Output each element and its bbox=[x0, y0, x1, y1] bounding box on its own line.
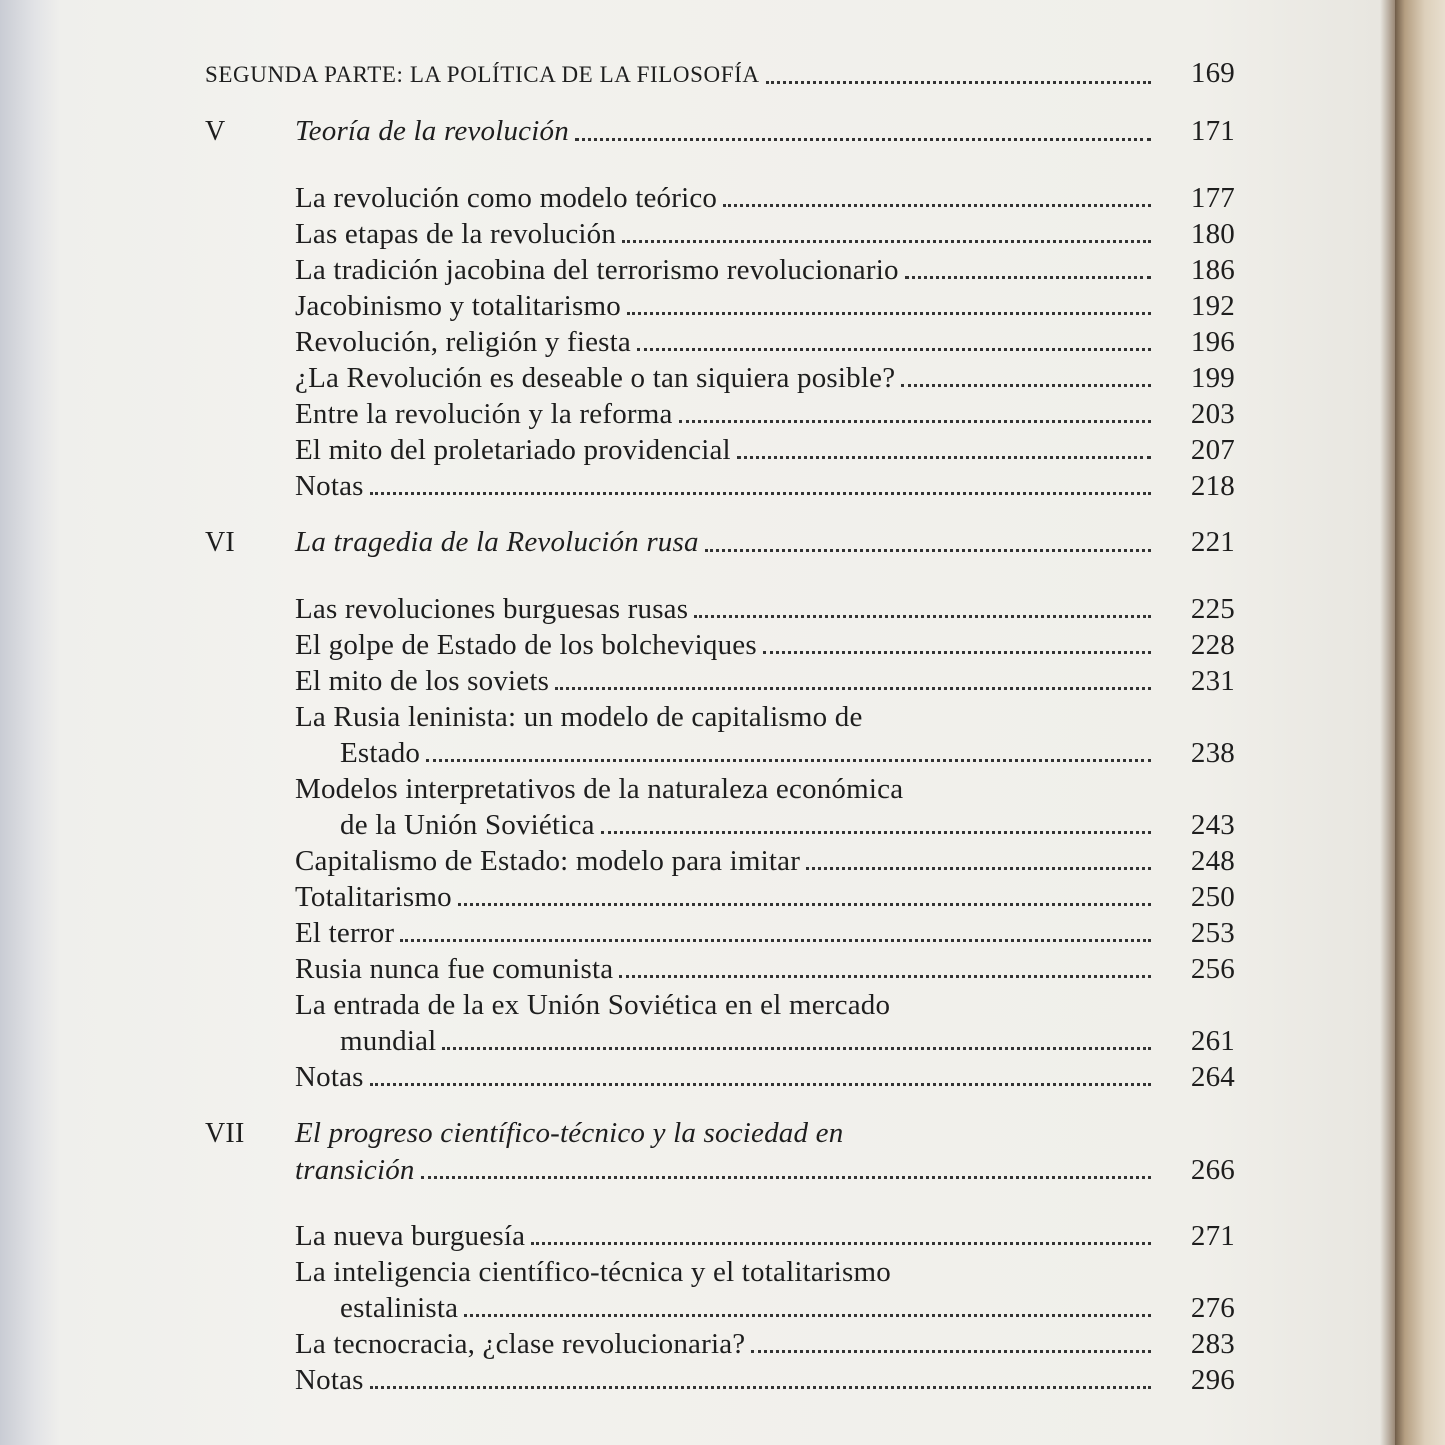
toc-entry bbox=[205, 324, 1235, 360]
dot-leader bbox=[370, 492, 1151, 495]
page-number: 221 bbox=[1190, 526, 1235, 558]
entry-text: Jacobinismo y totalitarismo bbox=[295, 290, 621, 322]
dot-leader bbox=[442, 1047, 1151, 1050]
entry-text: La tecnocracia, ¿clase revolucionaria? bbox=[295, 1328, 746, 1360]
page-number: 264 bbox=[1190, 1061, 1235, 1093]
toc-entry bbox=[205, 180, 1235, 216]
entry-text: Rusia nunca fue comunista bbox=[295, 953, 614, 985]
toc-entry bbox=[205, 288, 1235, 324]
page-number: 180 bbox=[1190, 218, 1235, 250]
toc-line bbox=[205, 879, 1235, 915]
dot-leader bbox=[601, 831, 1151, 834]
sections bbox=[205, 113, 1235, 1398]
toc-line bbox=[205, 288, 1235, 324]
toc-entry bbox=[205, 699, 1235, 771]
page-number: 243 bbox=[1190, 809, 1235, 841]
toc-entry bbox=[205, 663, 1235, 699]
toc-line bbox=[205, 915, 1235, 951]
page-number: 271 bbox=[1190, 1220, 1235, 1252]
chapter-entries bbox=[205, 180, 1235, 504]
page-number: 276 bbox=[1190, 1292, 1235, 1324]
toc-line bbox=[205, 1254, 1235, 1290]
toc-entry bbox=[205, 879, 1235, 915]
dot-leader bbox=[531, 1242, 1151, 1245]
dot-leader bbox=[619, 975, 1151, 978]
entry-text: Totalitarismo bbox=[295, 881, 452, 913]
page-number: 218 bbox=[1190, 470, 1235, 502]
toc-line bbox=[205, 951, 1235, 987]
toc-entry bbox=[205, 432, 1235, 468]
dot-leader bbox=[622, 240, 1151, 243]
entry-text: Teoría de la revolución bbox=[295, 115, 569, 147]
page-number: 196 bbox=[1190, 326, 1235, 358]
dot-leader bbox=[806, 867, 1151, 870]
dot-leader bbox=[637, 348, 1151, 351]
entry-text: Notas bbox=[295, 1061, 364, 1093]
entry-text: La revolución como modelo teórico bbox=[295, 182, 718, 214]
toc-entry bbox=[205, 915, 1235, 951]
entry-text: Notas bbox=[295, 1364, 364, 1396]
page-number: 177 bbox=[1190, 182, 1235, 214]
page-number: 171 bbox=[1190, 115, 1235, 147]
toc-entry bbox=[205, 1326, 1235, 1362]
toc-line bbox=[205, 663, 1235, 699]
entry-text: Capitalismo de Estado: modelo para imitar bbox=[295, 845, 801, 877]
chapter-entries bbox=[205, 591, 1235, 1095]
toc-entry bbox=[205, 252, 1235, 288]
toc-entry bbox=[205, 468, 1235, 504]
toc-line bbox=[205, 1115, 1235, 1152]
entry-text: El terror bbox=[295, 917, 395, 949]
page-number: 296 bbox=[1190, 1364, 1235, 1396]
toc-entry bbox=[205, 987, 1235, 1059]
chapter-section bbox=[205, 524, 1235, 1095]
dot-leader bbox=[458, 903, 1151, 906]
entry-text: Entre la revolución y la reforma bbox=[295, 398, 673, 430]
toc-entry bbox=[205, 951, 1235, 987]
dot-leader bbox=[575, 138, 1151, 141]
table-of-contents bbox=[205, 55, 1235, 1398]
entry-text: El mito de los soviets bbox=[295, 665, 550, 697]
toc-line bbox=[205, 1362, 1235, 1398]
page-number: 186 bbox=[1190, 254, 1235, 286]
entry-text: Revolución, religión y fiesta bbox=[295, 326, 632, 358]
toc-line bbox=[205, 627, 1235, 663]
dot-leader bbox=[901, 384, 1151, 387]
page-number: 248 bbox=[1190, 845, 1235, 877]
dot-leader bbox=[679, 420, 1151, 423]
dot-leader bbox=[555, 687, 1151, 690]
toc-line bbox=[205, 468, 1235, 504]
toc-entry bbox=[205, 1059, 1235, 1095]
toc-line bbox=[205, 1059, 1235, 1095]
page-number: 283 bbox=[1190, 1328, 1235, 1360]
toc-line bbox=[205, 180, 1235, 216]
entry-text: Las revoluciones burguesas rusas bbox=[295, 593, 689, 625]
toc-line bbox=[205, 843, 1235, 879]
chapter-number: V bbox=[205, 116, 226, 147]
dot-leader bbox=[400, 939, 1151, 942]
toc-entry bbox=[205, 771, 1235, 843]
toc-line bbox=[205, 432, 1235, 468]
toc-line bbox=[205, 360, 1235, 396]
dot-leader bbox=[766, 81, 1151, 84]
toc-entry bbox=[205, 1218, 1235, 1254]
page-number: 238 bbox=[1190, 737, 1235, 769]
toc-line bbox=[205, 1023, 1235, 1059]
toc-line bbox=[205, 1152, 1235, 1188]
part-heading bbox=[205, 55, 1235, 93]
page-number: 207 bbox=[1190, 434, 1235, 466]
entry-text: La tragedia de la Revolución rusa bbox=[295, 526, 699, 558]
toc-entry bbox=[205, 591, 1235, 627]
page-number: 250 bbox=[1190, 881, 1235, 913]
toc-line bbox=[205, 807, 1235, 843]
dot-leader bbox=[464, 1314, 1151, 1317]
toc-line bbox=[205, 324, 1235, 360]
toc-entry bbox=[205, 627, 1235, 663]
entry-text: El progreso científico-técnico y la sociedad en bbox=[295, 1117, 844, 1149]
toc-entry bbox=[205, 843, 1235, 879]
toc-entry bbox=[205, 1362, 1235, 1398]
page-number: 261 bbox=[1190, 1025, 1235, 1057]
entry-text: El mito del proletariado providencial bbox=[295, 434, 731, 466]
toc-entry bbox=[205, 396, 1235, 432]
toc-line bbox=[205, 113, 1235, 150]
toc-line bbox=[205, 771, 1235, 807]
page-number: 225 bbox=[1190, 593, 1235, 625]
toc-line bbox=[205, 1326, 1235, 1362]
page-number: 192 bbox=[1190, 290, 1235, 322]
chapter-number: VII bbox=[205, 1118, 245, 1149]
entry-text: La Rusia leninista: un modelo de capitalismo de bbox=[295, 701, 863, 733]
book-page-edge bbox=[1395, 0, 1445, 1445]
toc-line bbox=[205, 396, 1235, 432]
dot-leader bbox=[370, 1386, 1151, 1389]
dot-leader bbox=[694, 615, 1151, 618]
entry-text: El golpe de Estado de los bolcheviques bbox=[295, 629, 757, 661]
toc-line bbox=[205, 216, 1235, 252]
page-number: 253 bbox=[1190, 917, 1235, 949]
toc-line bbox=[205, 1290, 1235, 1326]
entry-text: La nueva burguesía bbox=[295, 1220, 526, 1252]
dot-leader bbox=[627, 312, 1151, 315]
chapter-number: VI bbox=[205, 527, 235, 558]
page-number: 199 bbox=[1190, 362, 1235, 394]
entry-text: estalinista bbox=[340, 1292, 459, 1324]
toc-line bbox=[205, 699, 1235, 735]
entry-text: ¿La Revolución es deseable o tan siquiera posible? bbox=[295, 362, 896, 394]
page-number: 231 bbox=[1190, 665, 1235, 697]
toc-entry bbox=[205, 360, 1235, 396]
entry-text: de la Unión Soviética bbox=[340, 809, 595, 841]
entry-text: Las etapas de la revolución bbox=[295, 218, 617, 250]
toc-entry bbox=[205, 216, 1235, 252]
toc-line bbox=[205, 735, 1235, 771]
entry-text: Notas bbox=[295, 470, 364, 502]
page-number: 256 bbox=[1190, 953, 1235, 985]
page-number: 169 bbox=[1190, 57, 1235, 89]
chapter-entries bbox=[205, 1218, 1235, 1398]
chapter-section bbox=[205, 1115, 1235, 1398]
dot-leader bbox=[421, 1176, 1151, 1179]
dot-leader bbox=[705, 549, 1151, 552]
chapter-section bbox=[205, 113, 1235, 504]
dot-leader bbox=[723, 204, 1151, 207]
dot-leader bbox=[737, 456, 1151, 459]
entry-text: La tradición jacobina del terrorismo revolucionario bbox=[295, 254, 899, 286]
toc-line bbox=[205, 524, 1235, 561]
entry-text: transición bbox=[295, 1154, 415, 1186]
entry-text: Estado bbox=[340, 737, 421, 769]
page-number: 228 bbox=[1190, 629, 1235, 661]
entry-text: La inteligencia científico-técnica y el totalitarismo bbox=[295, 1256, 891, 1288]
toc-line bbox=[205, 252, 1235, 288]
dot-leader bbox=[751, 1350, 1151, 1353]
page-number: 203 bbox=[1190, 398, 1235, 430]
toc-line bbox=[205, 591, 1235, 627]
part-title: SEGUNDA PARTE: LA POLÍTICA DE LA FILOSOFÍA bbox=[205, 62, 760, 87]
dot-leader bbox=[905, 276, 1151, 279]
entry-text: mundial bbox=[340, 1025, 437, 1057]
dot-leader bbox=[370, 1083, 1151, 1086]
toc-entry bbox=[205, 1254, 1235, 1326]
toc-line bbox=[205, 987, 1235, 1023]
entry-text: Modelos interpretativos de la naturaleza económica bbox=[295, 773, 904, 805]
dot-leader bbox=[426, 759, 1151, 762]
dot-leader bbox=[763, 651, 1151, 654]
entry-text: La entrada de la ex Unión Soviética en el mercado bbox=[295, 989, 891, 1021]
toc-line bbox=[205, 1218, 1235, 1254]
page-number: 266 bbox=[1190, 1154, 1235, 1186]
